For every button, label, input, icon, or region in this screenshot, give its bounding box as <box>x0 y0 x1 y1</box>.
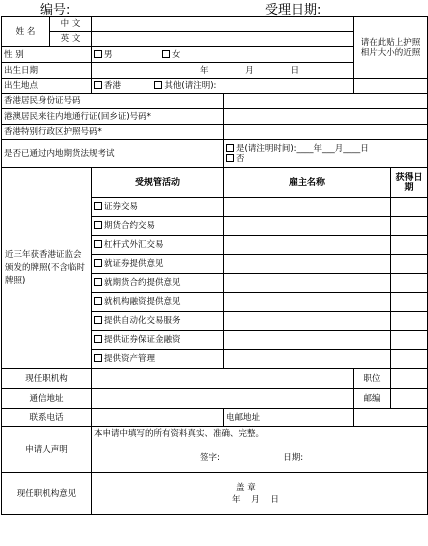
activity-label: 提供资产管理 <box>104 354 156 364</box>
postcode-field[interactable] <box>391 389 428 409</box>
activity-item <box>92 293 224 312</box>
dob-day: 日 <box>290 65 299 76</box>
english-name-field[interactable] <box>92 32 354 47</box>
passport-label: 香港特别行政区护照号码* <box>2 125 224 140</box>
date-field[interactable] <box>391 293 428 312</box>
activity-label: 杠杆式外汇交易 <box>104 240 164 250</box>
dob-month: 月 <box>245 65 254 76</box>
other-label: 其他(请注明): <box>164 81 217 91</box>
employer-field[interactable] <box>224 198 391 217</box>
dob-field[interactable] <box>92 63 354 79</box>
activity-item <box>92 236 224 255</box>
signature-label: 签字: <box>200 453 220 463</box>
date-field[interactable] <box>391 312 428 331</box>
date-field[interactable] <box>391 331 428 350</box>
permit-field[interactable] <box>224 109 428 125</box>
activity-checkbox[interactable] <box>94 202 102 210</box>
email-label: 电邮地址 <box>224 409 354 427</box>
activity-checkbox[interactable] <box>94 354 102 362</box>
permit-label: 港澳居民来往内地通行证(回乡证)号码* <box>2 109 224 125</box>
exam-date-line[interactable]: ____年___月____日 <box>296 143 369 154</box>
gender-options <box>92 47 354 63</box>
activity-label: 提供自动化交易服务 <box>104 316 181 326</box>
employer-field[interactable] <box>224 331 391 350</box>
birthplace-label: 出生地点 <box>2 79 92 94</box>
employer-field[interactable] <box>224 293 391 312</box>
employer-field[interactable] <box>224 274 391 293</box>
seal-label: 盖 章 <box>236 482 256 493</box>
activity-item <box>92 255 224 274</box>
other-checkbox[interactable] <box>154 81 162 89</box>
position-label: 职位 <box>354 369 391 389</box>
date-field[interactable] <box>391 274 428 293</box>
activity-item <box>92 198 224 217</box>
name-label: 姓 名 <box>2 17 50 47</box>
activity-label: 就期货合约提供意见 <box>104 278 181 288</box>
current-org-label: 现任职机构 <box>2 369 92 389</box>
exam-no-checkbox[interactable] <box>226 154 234 162</box>
date-field[interactable] <box>391 255 428 274</box>
birthplace-other-field[interactable] <box>354 79 428 94</box>
activity-label: 就机构融资提供意见 <box>104 297 181 307</box>
email-field[interactable] <box>354 409 428 427</box>
activity-item <box>92 331 224 350</box>
activity-checkbox[interactable] <box>94 259 102 267</box>
phone-label: 联系电话 <box>2 409 92 427</box>
license-label: 近三年获香港证监会颁发的牌照(不含临时牌照) <box>2 168 92 369</box>
dob-label: 出生日期 <box>2 63 92 79</box>
address-label: 通信地址 <box>2 389 92 409</box>
activity-label: 证券交易 <box>104 202 139 212</box>
application-form-table <box>1 16 428 515</box>
declaration-text: 本申请中填写的所有资料真实、准确、完整。 <box>94 429 265 439</box>
birthplace-options <box>92 79 354 94</box>
hk-id-label: 香港居民身份证号码 <box>2 94 224 109</box>
male-checkbox[interactable] <box>94 50 102 58</box>
declaration-label: 申请人声明 <box>2 427 92 473</box>
seal-date: 年 月 日 <box>232 494 283 505</box>
hk-id-field[interactable] <box>224 94 428 109</box>
exam-label: 是否已通过内地期货法规考试 <box>2 140 224 168</box>
activity-header: 受规管活动 <box>92 168 224 198</box>
address-field[interactable] <box>92 389 354 409</box>
date-received-label: 受理日期: <box>265 3 322 18</box>
employer-field[interactable] <box>224 255 391 274</box>
activity-checkbox[interactable] <box>94 316 102 324</box>
exam-options <box>224 140 428 168</box>
gender-label: 性 别 <box>2 47 92 63</box>
position-field[interactable] <box>391 369 428 389</box>
photo-note: 请在此贴上护照相片大小的近照 <box>360 37 421 58</box>
number-label: 编号: <box>40 3 71 18</box>
org-opinion-cell[interactable] <box>92 473 428 515</box>
activity-label: 提供证券保证金融资 <box>104 335 181 345</box>
activity-item <box>92 350 224 369</box>
chinese-name-label: 中 文 <box>50 17 92 32</box>
date-field[interactable] <box>391 236 428 255</box>
activity-checkbox[interactable] <box>94 278 102 286</box>
female-label: 女 <box>171 49 181 60</box>
dob-year: 年 <box>200 65 209 76</box>
female-checkbox[interactable] <box>162 50 170 58</box>
date-obtained-header: 获得日期 <box>391 168 428 198</box>
date-field[interactable] <box>391 217 428 236</box>
activity-checkbox[interactable] <box>94 221 102 229</box>
exam-no-label: 否 <box>236 153 245 164</box>
employer-field[interactable] <box>224 217 391 236</box>
employer-field[interactable] <box>224 312 391 331</box>
postcode-label: 邮编 <box>354 389 391 409</box>
employer-header: 雇主名称 <box>224 168 391 198</box>
activity-checkbox[interactable] <box>94 297 102 305</box>
activity-item <box>92 217 224 236</box>
current-org-field[interactable] <box>92 369 354 389</box>
declaration-cell <box>92 427 428 473</box>
english-name-label: 英 文 <box>50 32 92 47</box>
phone-field[interactable] <box>92 409 224 427</box>
org-opinion-label: 现任职机构意见 <box>2 473 92 515</box>
activity-label: 就证券提供意见 <box>104 259 164 269</box>
sign-date-label: 日期: <box>283 453 304 463</box>
activity-checkbox[interactable] <box>94 335 102 343</box>
passport-field[interactable] <box>224 125 428 140</box>
exam-yes-checkbox[interactable] <box>226 144 234 152</box>
activity-label: 期货合约交易 <box>104 221 156 231</box>
chinese-name-field[interactable] <box>92 17 354 32</box>
activity-checkbox[interactable] <box>94 240 102 248</box>
form-header <box>0 0 428 17</box>
date-field[interactable] <box>391 198 428 217</box>
activity-item <box>92 312 224 331</box>
male-label: 男 <box>104 49 113 60</box>
date-field[interactable] <box>391 350 428 369</box>
activity-item <box>92 274 224 293</box>
employer-field[interactable] <box>224 236 391 255</box>
exam-yes-label: 是(请注明时间): <box>236 143 297 154</box>
hongkong-checkbox[interactable] <box>94 81 102 89</box>
photo-area[interactable] <box>354 17 428 79</box>
employer-field[interactable] <box>224 350 391 369</box>
hongkong-label: 香港 <box>104 81 122 91</box>
